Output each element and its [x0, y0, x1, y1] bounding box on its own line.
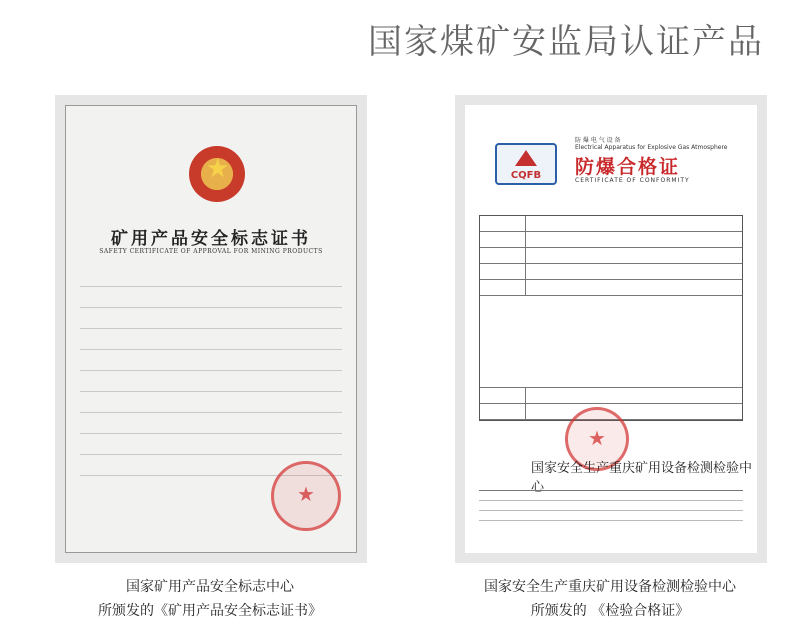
certificate-field — [80, 392, 342, 413]
left-caption-line1: 国家矿用产品安全标志中心 — [126, 579, 294, 595]
issuing-center-name: 国家安全生产重庆矿用设备检测检验中心 — [531, 461, 753, 495]
left-caption — [10, 575, 410, 623]
certificate-field — [80, 371, 342, 392]
certificate-field — [80, 308, 342, 329]
page-title: 国家煤矿安监局认证产品 — [368, 22, 764, 62]
certificate-field — [80, 350, 342, 371]
safety-mark-certificate — [65, 105, 357, 553]
right-caption-line2: 所颁发的 《检验合格证》 — [530, 603, 690, 619]
certificate-header — [575, 135, 727, 151]
certificate-title: 防爆合格证 — [575, 156, 681, 178]
header-cn: 防 爆 电 气 设 备 — [575, 137, 621, 144]
certificate-field — [80, 413, 342, 434]
right-caption-line1: 国家安全生产重庆矿用设备检测检验中心 — [484, 579, 736, 595]
national-emblem-icon — [189, 146, 245, 202]
certificate-fields — [80, 266, 342, 476]
right-caption — [410, 575, 800, 623]
explosion-proof-certificate — [465, 105, 757, 553]
table-row — [480, 232, 742, 248]
left-certificate-frame — [55, 95, 367, 563]
certificate-table — [479, 215, 743, 421]
table-row — [480, 264, 742, 280]
header-en: Electrical Apparatus for Explosive Gas Atmosphere — [575, 144, 728, 151]
official-seal-icon — [271, 461, 341, 531]
certificate-footer — [479, 490, 743, 530]
table-row — [480, 216, 742, 232]
right-certificate-frame — [455, 95, 767, 563]
cqfb-logo-icon: CQFB — [495, 143, 557, 185]
table-row — [480, 280, 742, 296]
table-row — [480, 388, 742, 404]
certificate-field — [80, 329, 342, 350]
table-row — [480, 248, 742, 264]
certificate-field — [80, 266, 342, 287]
left-caption-line2: 所颁发的《矿用产品安全标志证书》 — [98, 603, 322, 619]
conformity-notes-block — [480, 296, 742, 388]
certificate-field — [80, 434, 342, 455]
certificate-subtitle: CERTIFICATE OF CONFORMITY — [575, 177, 690, 184]
certificate-subtitle: SAFETY CERTIFICATE OF APPROVAL FOR MINING PRODUCTS — [99, 248, 323, 255]
certificate-title: 矿用产品安全标志证书 — [111, 229, 311, 249]
certificate-field — [80, 287, 342, 308]
